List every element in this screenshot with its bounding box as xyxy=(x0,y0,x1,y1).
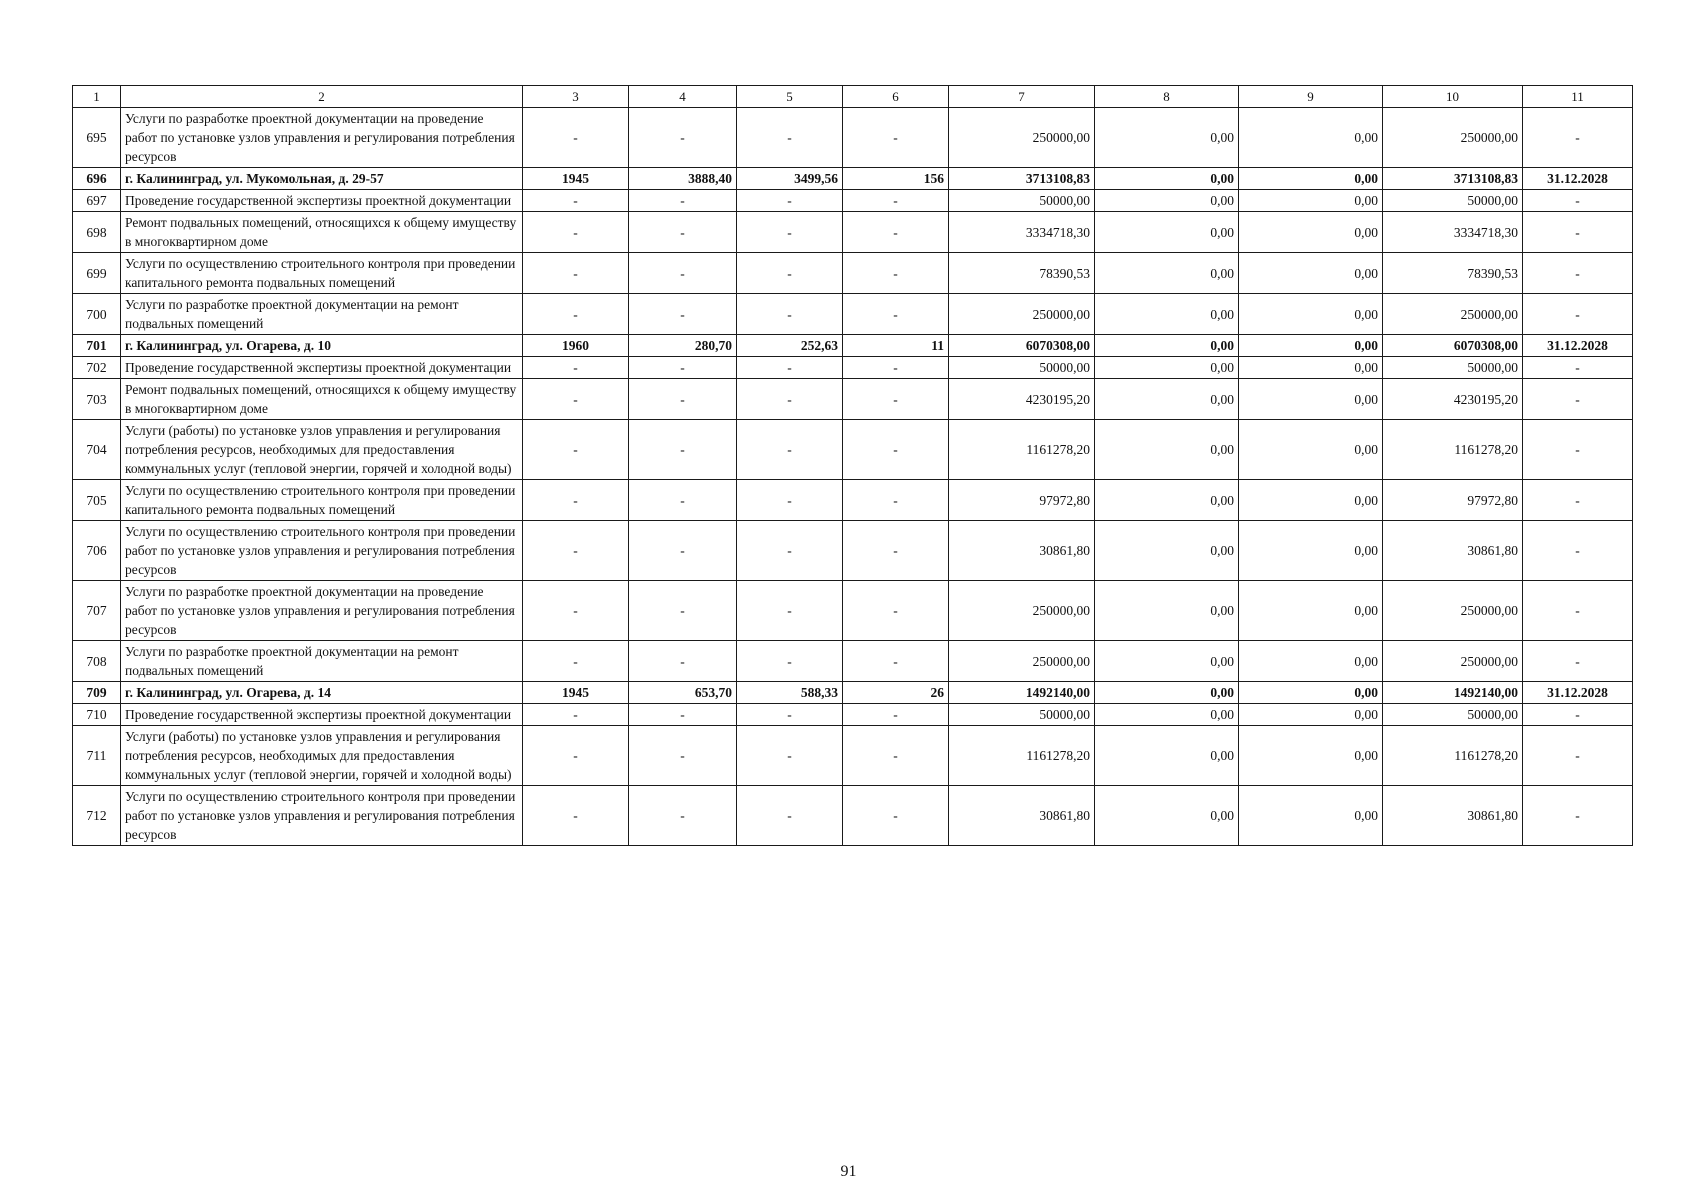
residents-cell: - xyxy=(843,420,949,480)
data-table xyxy=(72,85,1633,846)
deadline-cell: - xyxy=(1523,704,1633,726)
deadline-cell: 31.12.2028 xyxy=(1523,682,1633,704)
owner-funds-cell: 250000,00 xyxy=(1383,108,1523,168)
row-number-cell: 705 xyxy=(73,480,121,521)
residents-cell: - xyxy=(843,108,949,168)
total-cost-cell: 30861,80 xyxy=(949,521,1095,581)
residents-cell: - xyxy=(843,253,949,294)
column-number-header: 1 xyxy=(73,86,121,108)
row-number-cell: 704 xyxy=(73,420,121,480)
row-number-cell: 699 xyxy=(73,253,121,294)
total-cost-cell: 250000,00 xyxy=(949,294,1095,335)
table-row xyxy=(73,294,1633,335)
total-cost-cell: 3713108,83 xyxy=(949,168,1095,190)
total-cost-cell: 1492140,00 xyxy=(949,682,1095,704)
living-area-cell: - xyxy=(737,108,843,168)
deadline-cell: - xyxy=(1523,420,1633,480)
year-cell: 1960 xyxy=(523,335,629,357)
work-name-cell: Услуги по осуществлению строительного контроля при проведении капитального ремонта подвальных помещений xyxy=(121,253,523,294)
regional-funds-cell: 0,00 xyxy=(1239,108,1383,168)
table-row xyxy=(73,521,1633,581)
residents-cell: 156 xyxy=(843,168,949,190)
total-cost-cell: 250000,00 xyxy=(949,581,1095,641)
regional-funds-cell: 0,00 xyxy=(1239,253,1383,294)
table-row xyxy=(73,480,1633,521)
owner-funds-cell: 78390,53 xyxy=(1383,253,1523,294)
table-row xyxy=(73,704,1633,726)
total-area-cell: - xyxy=(629,480,737,521)
total-area-cell: 653,70 xyxy=(629,682,737,704)
table-header-row xyxy=(73,86,1633,108)
table-row xyxy=(73,786,1633,846)
owner-funds-cell: 50000,00 xyxy=(1383,190,1523,212)
row-number-cell: 703 xyxy=(73,379,121,420)
work-name-cell: Услуги (работы) по установке узлов управления и регулирования потребления ресурсов, необходимых для предоставления коммунальных услуг (тепловой энергии, горячей и холодной воды) xyxy=(121,726,523,786)
owner-funds-cell: 1161278,20 xyxy=(1383,420,1523,480)
total-cost-cell: 250000,00 xyxy=(949,641,1095,682)
total-area-cell: - xyxy=(629,357,737,379)
row-number-cell: 695 xyxy=(73,108,121,168)
residents-cell: - xyxy=(843,641,949,682)
total-area-cell: - xyxy=(629,190,737,212)
year-cell: - xyxy=(523,581,629,641)
row-number-cell: 711 xyxy=(73,726,121,786)
federal-funds-cell: 0,00 xyxy=(1095,726,1239,786)
deadline-cell: - xyxy=(1523,294,1633,335)
residents-cell: - xyxy=(843,480,949,521)
column-number-header: 8 xyxy=(1095,86,1239,108)
total-area-cell: - xyxy=(629,253,737,294)
living-area-cell: - xyxy=(737,786,843,846)
living-area-cell: - xyxy=(737,212,843,253)
residents-cell: - xyxy=(843,581,949,641)
living-area-cell: - xyxy=(737,253,843,294)
regional-funds-cell: 0,00 xyxy=(1239,641,1383,682)
year-cell: - xyxy=(523,212,629,253)
deadline-cell: - xyxy=(1523,641,1633,682)
column-number-header: 9 xyxy=(1239,86,1383,108)
column-number-header: 5 xyxy=(737,86,843,108)
owner-funds-cell: 50000,00 xyxy=(1383,357,1523,379)
year-cell: - xyxy=(523,190,629,212)
row-number-cell: 700 xyxy=(73,294,121,335)
residents-cell: - xyxy=(843,357,949,379)
total-cost-cell: 3334718,30 xyxy=(949,212,1095,253)
residents-cell: - xyxy=(843,786,949,846)
year-cell: 1945 xyxy=(523,682,629,704)
residents-cell: 26 xyxy=(843,682,949,704)
column-number-header: 11 xyxy=(1523,86,1633,108)
total-area-cell: - xyxy=(629,704,737,726)
living-area-cell: - xyxy=(737,641,843,682)
residents-cell: - xyxy=(843,726,949,786)
federal-funds-cell: 0,00 xyxy=(1095,704,1239,726)
total-area-cell: 3888,40 xyxy=(629,168,737,190)
row-number-cell: 701 xyxy=(73,335,121,357)
row-number-cell: 698 xyxy=(73,212,121,253)
table-body xyxy=(73,86,1633,846)
table-row xyxy=(73,726,1633,786)
living-area-cell: - xyxy=(737,521,843,581)
year-cell: - xyxy=(523,726,629,786)
year-cell: - xyxy=(523,786,629,846)
total-cost-cell: 4230195,20 xyxy=(949,379,1095,420)
regional-funds-cell: 0,00 xyxy=(1239,480,1383,521)
work-name-cell: Услуги по осуществлению строительного контроля при проведении работ по установке узлов управления и регулирования потребления ресурсов xyxy=(121,786,523,846)
federal-funds-cell: 0,00 xyxy=(1095,521,1239,581)
owner-funds-cell: 1161278,20 xyxy=(1383,726,1523,786)
work-name-cell: Услуги по разработке проектной документации на ремонт подвальных помещений xyxy=(121,641,523,682)
column-number-header: 7 xyxy=(949,86,1095,108)
work-name-cell: Проведение государственной экспертизы проектной документации xyxy=(121,190,523,212)
total-area-cell: - xyxy=(629,521,737,581)
residents-cell: - xyxy=(843,294,949,335)
year-cell: - xyxy=(523,480,629,521)
total-cost-cell: 78390,53 xyxy=(949,253,1095,294)
deadline-cell: 31.12.2028 xyxy=(1523,168,1633,190)
owner-funds-cell: 3713108,83 xyxy=(1383,168,1523,190)
total-area-cell: - xyxy=(629,581,737,641)
federal-funds-cell: 0,00 xyxy=(1095,357,1239,379)
living-area-cell: - xyxy=(737,357,843,379)
work-name-cell: Проведение государственной экспертизы проектной документации xyxy=(121,704,523,726)
total-area-cell: - xyxy=(629,726,737,786)
total-area-cell: - xyxy=(629,294,737,335)
deadline-cell: - xyxy=(1523,357,1633,379)
regional-funds-cell: 0,00 xyxy=(1239,682,1383,704)
regional-funds-cell: 0,00 xyxy=(1239,726,1383,786)
page-number: 91 xyxy=(840,1163,857,1180)
work-name-cell: Ремонт подвальных помещений, относящихся к общему имуществу в многоквартирном доме xyxy=(121,212,523,253)
table-row xyxy=(73,641,1633,682)
federal-funds-cell: 0,00 xyxy=(1095,480,1239,521)
deadline-cell: - xyxy=(1523,786,1633,846)
year-cell: - xyxy=(523,641,629,682)
work-name-cell: Ремонт подвальных помещений, относящихся к общему имуществу в многоквартирном доме xyxy=(121,379,523,420)
row-number-cell: 710 xyxy=(73,704,121,726)
column-number-header: 10 xyxy=(1383,86,1523,108)
living-area-cell: - xyxy=(737,190,843,212)
owner-funds-cell: 3334718,30 xyxy=(1383,212,1523,253)
deadline-cell: - xyxy=(1523,379,1633,420)
total-area-cell: 280,70 xyxy=(629,335,737,357)
table-row xyxy=(73,357,1633,379)
year-cell: - xyxy=(523,357,629,379)
column-number-header: 4 xyxy=(629,86,737,108)
row-number-cell: 696 xyxy=(73,168,121,190)
regional-funds-cell: 0,00 xyxy=(1239,521,1383,581)
federal-funds-cell: 0,00 xyxy=(1095,335,1239,357)
address-row xyxy=(73,335,1633,357)
regional-funds-cell: 0,00 xyxy=(1239,335,1383,357)
regional-funds-cell: 0,00 xyxy=(1239,294,1383,335)
residents-cell: - xyxy=(843,379,949,420)
total-area-cell: - xyxy=(629,379,737,420)
living-area-cell: - xyxy=(737,581,843,641)
regional-funds-cell: 0,00 xyxy=(1239,190,1383,212)
deadline-cell: - xyxy=(1523,190,1633,212)
regional-funds-cell: 0,00 xyxy=(1239,212,1383,253)
federal-funds-cell: 0,00 xyxy=(1095,420,1239,480)
work-name-cell: Проведение государственной экспертизы проектной документации xyxy=(121,357,523,379)
total-cost-cell: 1161278,20 xyxy=(949,726,1095,786)
work-name-cell: Услуги по осуществлению строительного контроля при проведении работ по установке узлов управления и регулирования потребления ресурсов xyxy=(121,521,523,581)
column-number-header: 3 xyxy=(523,86,629,108)
deadline-cell: - xyxy=(1523,253,1633,294)
table-row xyxy=(73,581,1633,641)
federal-funds-cell: 0,00 xyxy=(1095,253,1239,294)
regional-funds-cell: 0,00 xyxy=(1239,379,1383,420)
owner-funds-cell: 30861,80 xyxy=(1383,521,1523,581)
year-cell: - xyxy=(523,108,629,168)
regional-funds-cell: 0,00 xyxy=(1239,581,1383,641)
work-name-cell: Услуги по разработке проектной документации на проведение работ по установке узлов управления и регулирования потребления ресурсов xyxy=(121,581,523,641)
owner-funds-cell: 4230195,20 xyxy=(1383,379,1523,420)
residents-cell: - xyxy=(843,212,949,253)
federal-funds-cell: 0,00 xyxy=(1095,190,1239,212)
owner-funds-cell: 250000,00 xyxy=(1383,294,1523,335)
total-cost-cell: 30861,80 xyxy=(949,786,1095,846)
residents-cell: - xyxy=(843,521,949,581)
federal-funds-cell: 0,00 xyxy=(1095,786,1239,846)
deadline-cell: - xyxy=(1523,581,1633,641)
federal-funds-cell: 0,00 xyxy=(1095,108,1239,168)
living-area-cell: 3499,56 xyxy=(737,168,843,190)
row-number-cell: 697 xyxy=(73,190,121,212)
residents-cell: - xyxy=(843,190,949,212)
federal-funds-cell: 0,00 xyxy=(1095,641,1239,682)
federal-funds-cell: 0,00 xyxy=(1095,294,1239,335)
work-name-cell: г. Калининград, ул. Огарева, д. 14 xyxy=(121,682,523,704)
total-area-cell: - xyxy=(629,641,737,682)
deadline-cell: 31.12.2028 xyxy=(1523,335,1633,357)
address-row xyxy=(73,168,1633,190)
deadline-cell: - xyxy=(1523,108,1633,168)
living-area-cell: - xyxy=(737,294,843,335)
row-number-cell: 702 xyxy=(73,357,121,379)
living-area-cell: 588,33 xyxy=(737,682,843,704)
regional-funds-cell: 0,00 xyxy=(1239,357,1383,379)
row-number-cell: 706 xyxy=(73,521,121,581)
total-area-cell: - xyxy=(629,786,737,846)
living-area-cell: - xyxy=(737,420,843,480)
deadline-cell: - xyxy=(1523,480,1633,521)
total-cost-cell: 50000,00 xyxy=(949,190,1095,212)
table-row xyxy=(73,420,1633,480)
total-cost-cell: 1161278,20 xyxy=(949,420,1095,480)
regional-funds-cell: 0,00 xyxy=(1239,420,1383,480)
owner-funds-cell: 6070308,00 xyxy=(1383,335,1523,357)
year-cell: - xyxy=(523,704,629,726)
owner-funds-cell: 97972,80 xyxy=(1383,480,1523,521)
work-name-cell: г. Калининград, ул. Мукомольная, д. 29-57 xyxy=(121,168,523,190)
living-area-cell: - xyxy=(737,704,843,726)
living-area-cell: - xyxy=(737,726,843,786)
column-number-header: 6 xyxy=(843,86,949,108)
table-row xyxy=(73,108,1633,168)
federal-funds-cell: 0,00 xyxy=(1095,379,1239,420)
work-name-cell: г. Калининград, ул. Огарева, д. 10 xyxy=(121,335,523,357)
table-row xyxy=(73,379,1633,420)
residents-cell: - xyxy=(843,704,949,726)
year-cell: - xyxy=(523,294,629,335)
federal-funds-cell: 0,00 xyxy=(1095,212,1239,253)
deadline-cell: - xyxy=(1523,726,1633,786)
row-number-cell: 712 xyxy=(73,786,121,846)
total-cost-cell: 6070308,00 xyxy=(949,335,1095,357)
total-cost-cell: 50000,00 xyxy=(949,357,1095,379)
regional-funds-cell: 0,00 xyxy=(1239,704,1383,726)
owner-funds-cell: 250000,00 xyxy=(1383,641,1523,682)
table-row xyxy=(73,212,1633,253)
work-name-cell: Услуги по разработке проектной документации на ремонт подвальных помещений xyxy=(121,294,523,335)
work-name-cell: Услуги (работы) по установке узлов управления и регулирования потребления ресурсов, необходимых для предоставления коммунальных услуг (тепловой энергии, горячей и холодной воды) xyxy=(121,420,523,480)
work-name-cell: Услуги по осуществлению строительного контроля при проведении капитального ремонта подвальных помещений xyxy=(121,480,523,521)
owner-funds-cell: 1492140,00 xyxy=(1383,682,1523,704)
regional-funds-cell: 0,00 xyxy=(1239,786,1383,846)
deadline-cell: - xyxy=(1523,212,1633,253)
address-row xyxy=(73,682,1633,704)
deadline-cell: - xyxy=(1523,521,1633,581)
living-area-cell: - xyxy=(737,480,843,521)
total-cost-cell: 50000,00 xyxy=(949,704,1095,726)
row-number-cell: 707 xyxy=(73,581,121,641)
table-row xyxy=(73,253,1633,294)
year-cell: - xyxy=(523,379,629,420)
year-cell: - xyxy=(523,253,629,294)
regional-funds-cell: 0,00 xyxy=(1239,168,1383,190)
living-area-cell: 252,63 xyxy=(737,335,843,357)
federal-funds-cell: 0,00 xyxy=(1095,168,1239,190)
year-cell: - xyxy=(523,420,629,480)
row-number-cell: 709 xyxy=(73,682,121,704)
owner-funds-cell: 250000,00 xyxy=(1383,581,1523,641)
year-cell: - xyxy=(523,521,629,581)
year-cell: 1945 xyxy=(523,168,629,190)
residents-cell: 11 xyxy=(843,335,949,357)
table-row xyxy=(73,190,1633,212)
federal-funds-cell: 0,00 xyxy=(1095,581,1239,641)
owner-funds-cell: 50000,00 xyxy=(1383,704,1523,726)
total-cost-cell: 250000,00 xyxy=(949,108,1095,168)
owner-funds-cell: 30861,80 xyxy=(1383,786,1523,846)
total-area-cell: - xyxy=(629,420,737,480)
row-number-cell: 708 xyxy=(73,641,121,682)
column-number-header: 2 xyxy=(121,86,523,108)
federal-funds-cell: 0,00 xyxy=(1095,682,1239,704)
total-cost-cell: 97972,80 xyxy=(949,480,1095,521)
total-area-cell: - xyxy=(629,212,737,253)
living-area-cell: - xyxy=(737,379,843,420)
total-area-cell: - xyxy=(629,108,737,168)
work-name-cell: Услуги по разработке проектной документации на проведение работ по установке узлов управления и регулирования потребления ресурсов xyxy=(121,108,523,168)
